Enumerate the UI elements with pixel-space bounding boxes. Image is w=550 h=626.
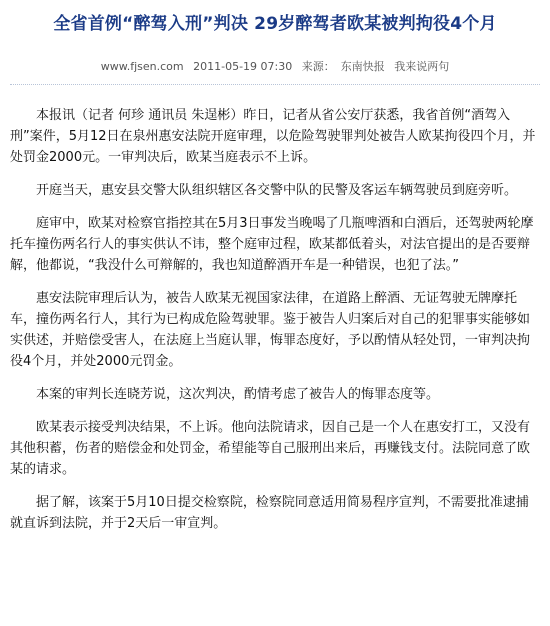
article-body bbox=[10, 105, 540, 534]
source-link[interactable]: 东南快报 bbox=[340, 60, 385, 73]
article-meta bbox=[10, 58, 540, 76]
paragraph: 惠安法院审理后认为，被告人欧某无视国家法律，在道路上醉酒、无证驾驶无牌摩托车，撞伤两名行人，其行为已构成危险驾驶罪。鉴于被告人归案后对自己的犯罪事实能够如实供述，并赔偿受害人，在法庭上当庭认罪，悔罪态度好，予以酌情从轻处罚，一审判决拘役4个月，并处2000元罚金。 bbox=[10, 291, 531, 369]
site-url: www.fjsen.com bbox=[100, 60, 184, 73]
paragraph: 庭审中，欧某对检察官指控其在5月3日事发当晚喝了几瓶啤酒和白酒后，还驾驶两轮摩托车撞伤两名行人的事实供认不讳，整个庭审过程，欧某都低着头，对法官提出的是否要辩解，他都说，“我没什么可辩解的，我也知道醉酒开车是一种错误，也犯了法。” bbox=[10, 216, 534, 273]
meta-divider bbox=[10, 84, 540, 85]
paragraph: 据了解，该案于5月10日提交检察院，检察院同意适用简易程序宣判，不需要批准逮捕就直诉到法院，并于2天后一审宣判。 bbox=[10, 495, 529, 531]
paragraph: 本案的审判长连晓芳说，这次判决，酌情考虑了被告人的悔罪态度等。 bbox=[36, 387, 440, 402]
paragraph: 本报讯（记者 何珍 通讯员 朱逞彬）昨日，记者从省公安厅获悉，我省首例“酒驾入刑”案件，5月12日在泉州惠安法院开庭审理，以危险驾驶罪判处被告人欧某拘役四个月，并处罚金2000元。一审判决后，欧某当庭表示不上诉。 bbox=[10, 108, 536, 165]
publish-datetime: 2011-05-19 07:30 bbox=[193, 60, 293, 73]
comment-link[interactable]: 我来说两句 bbox=[394, 60, 450, 73]
paragraph: 开庭当天，惠安县交警大队组织辖区各交警中队的民警及客运车辆驾驶员到庭旁听。 bbox=[36, 183, 518, 198]
source-label: 来源： bbox=[301, 60, 335, 73]
article-headline: 全省首例“醉驾入刑”判决 29岁醉驾者欧某被判拘役4个月 bbox=[53, 14, 497, 34]
paragraph: 欧某表示接受判决结果，不上诉。他向法院请求，因自己是一个人在惠安打工，又没有其他积蓄，伤者的赔偿金和处罚金，希望能等自己服刑出来后，再赚钱支付。法院同意了欧某的请求。 bbox=[10, 420, 531, 477]
